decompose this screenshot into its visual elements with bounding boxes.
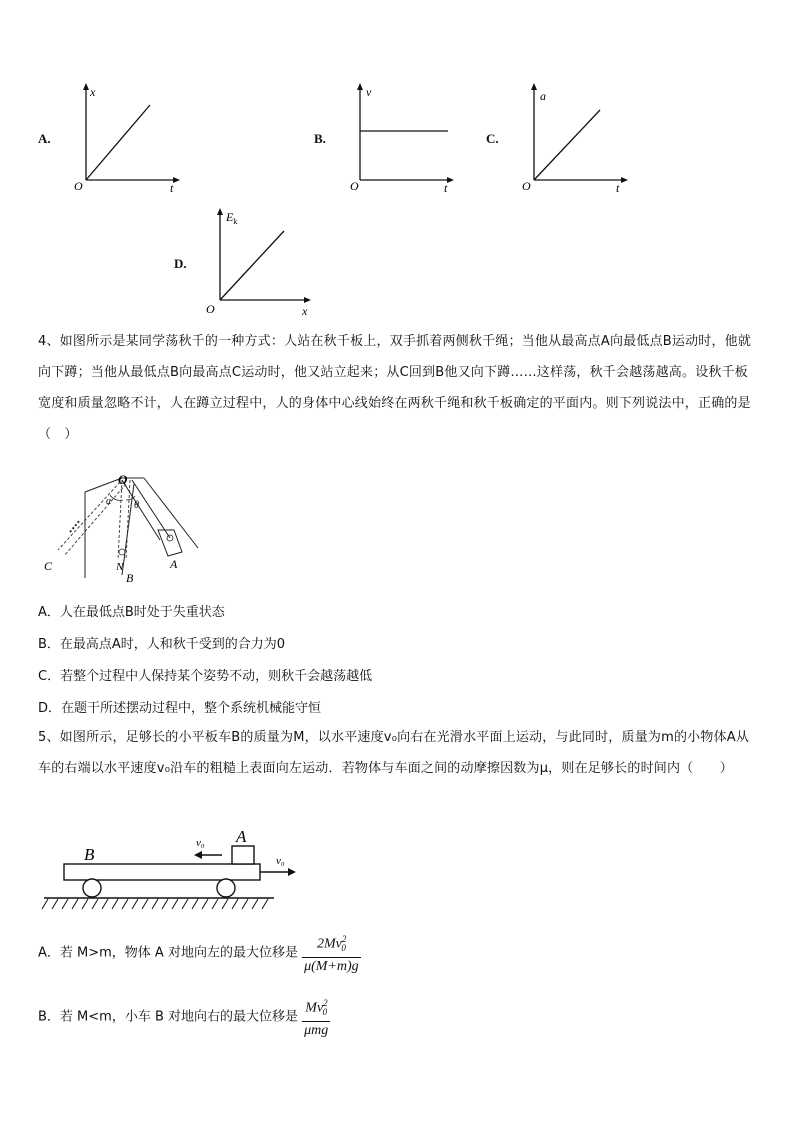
cart-figure: [40, 820, 310, 915]
q4-option-a: A．人在最低点B时处于失重状态: [38, 605, 225, 620]
option-label: C.: [486, 131, 499, 146]
option-label: D.: [174, 256, 187, 271]
x-axis-label: t: [616, 181, 620, 195]
y-axis-label: $E_k$: [226, 210, 238, 226]
cart-b-label: B: [84, 845, 95, 864]
velocity-left-label: v₀: [196, 837, 205, 849]
angle-alpha: α: [106, 496, 112, 507]
graph-x-t: [70, 80, 185, 195]
x-axis-label: t: [170, 181, 174, 195]
q4-option-d: D．在题干所述摆动过程中，整个系统机械能守恒: [38, 701, 322, 716]
q4-option-b: B．在最高点A时，人和秋千受到的合力为0: [38, 637, 286, 652]
graph-a-t: [518, 80, 633, 195]
block-a-label: A: [236, 827, 247, 846]
fraction: $\frac{2Mv^2_0}{\mu(M+m)g}$: [302, 930, 361, 976]
q5-option-b: [38, 994, 330, 1040]
velocity-right-label: v₀: [276, 855, 285, 867]
point-b: B: [126, 571, 134, 585]
point-c: C: [44, 559, 53, 573]
x-axis-label: t: [444, 181, 448, 195]
question-5-text: 5、如图所示，足够长的小平板车B的质量为M，以水平速度v₀向右在光滑水平面上运动，与此同时，质量为m的小物体A从车的右端以水平速度v₀沿车的粗糙上表面向左运动．若物体与车面之间的动摩擦因数为μ，则在足够长的时间内（ ）: [38, 730, 750, 776]
point-a: A: [170, 557, 178, 571]
option-label: B.: [314, 131, 326, 146]
x-axis-label: x: [302, 304, 308, 318]
point-n: N: [116, 561, 124, 573]
origin-label: O: [74, 179, 83, 193]
origin-label: O: [522, 179, 531, 193]
point-o: O: [118, 472, 128, 487]
option-text: B．若 M<m，小车 B 对地向右的最大位移是: [38, 1009, 299, 1025]
option-label: A.: [38, 131, 51, 146]
y-axis-label: a: [540, 89, 546, 103]
question-4-text: 4、如图所示是某同学荡秋千的一种方式：人站在秋千板上，双手抓着两侧秋千绳；当他从最高点A向最低点B运动时，他就向下蹲；当他从最低点B向最高点C运动时，他又站立起来；从C回到B他又向下蹲……这样荡，秋千会越荡越高。设秋千板宽度和质量忽略不计，人在蹲立过程中，人的身体中心线始终在两秋千绳和秋千板确定的平面内。则下列说法中，正确的是（ ）: [38, 334, 752, 442]
graph-v-t: [344, 80, 459, 195]
y-axis-label: v: [366, 85, 372, 99]
q5-option-a: [38, 930, 361, 976]
y-axis-label: x: [90, 85, 96, 99]
origin-label: O: [206, 302, 215, 316]
fraction: $\frac{Mv^2_0}{\text{μmg}}$: [302, 994, 330, 1040]
origin-label: O: [350, 179, 359, 193]
graph-ek-x: [204, 205, 319, 320]
angle-theta: θ: [134, 500, 139, 511]
q4-option-c: C．若整个过程中人保持某个姿势不动，则秋千会越荡越低: [38, 669, 373, 684]
option-text: A．若 M>m，物体 A 对地向左的最大位移是: [38, 945, 298, 961]
swing-figure: [40, 470, 200, 585]
